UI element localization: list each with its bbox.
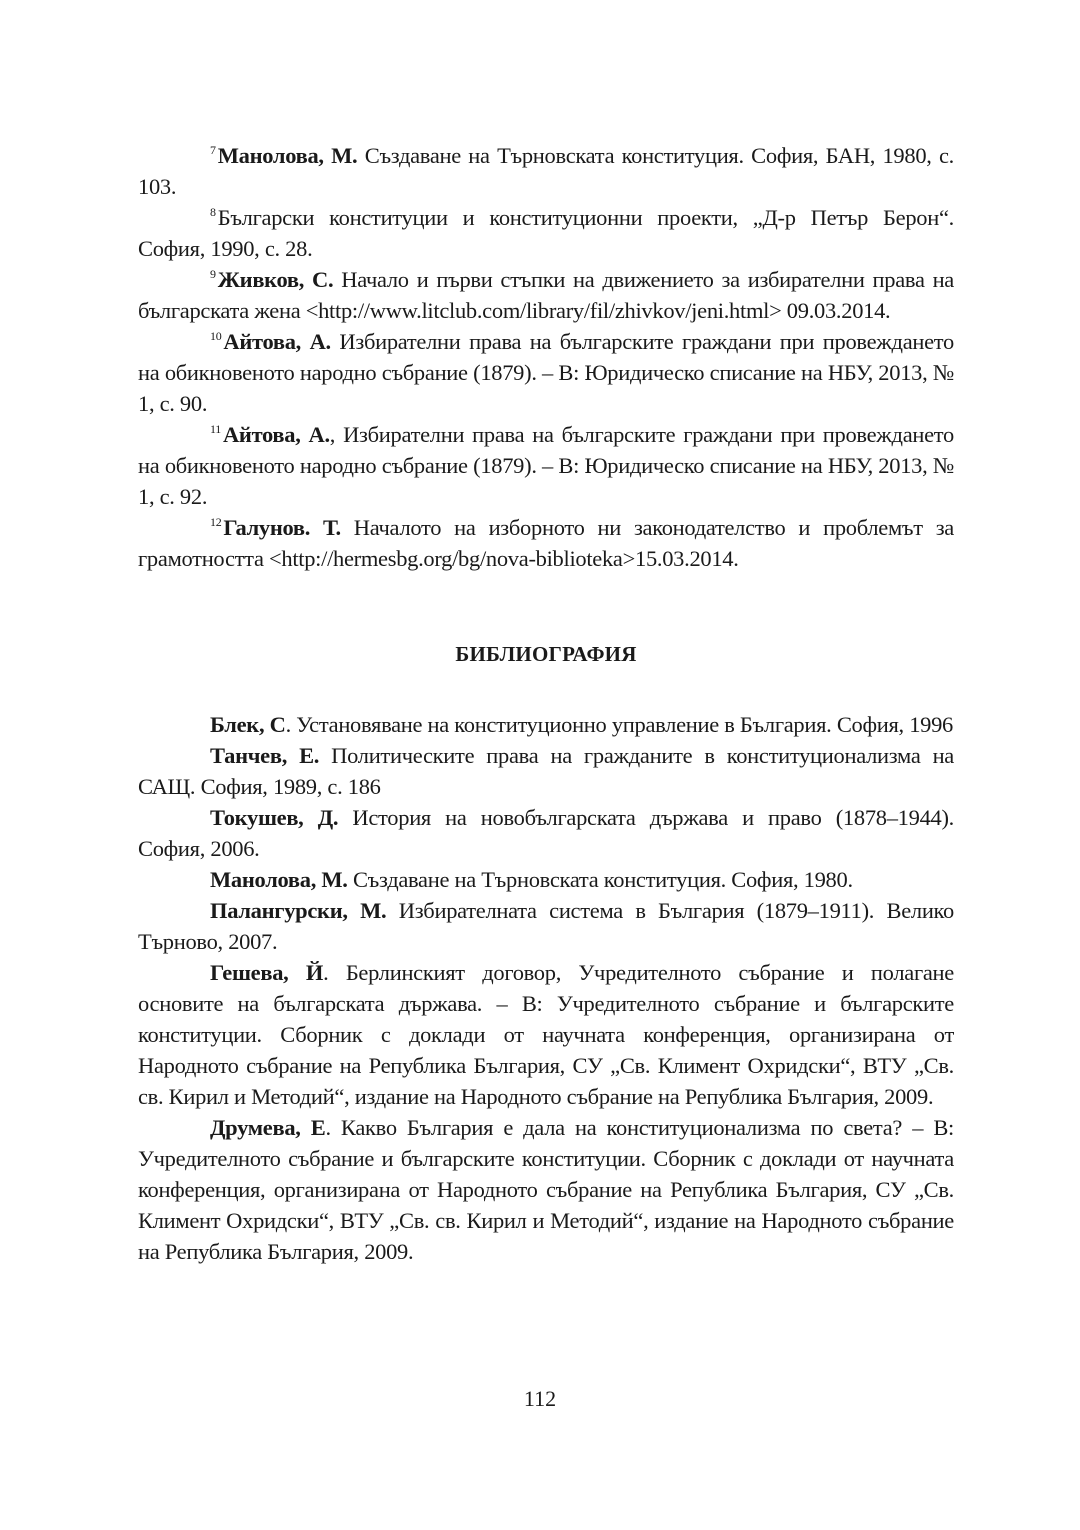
footnote-8: [138, 202, 954, 264]
bibliography-entry: [138, 957, 954, 1112]
bibliography-author: Палангурски, М.: [210, 898, 387, 923]
footnote-author: Айтова, А.: [222, 422, 330, 447]
bibliography-author: Манолова, М.: [210, 867, 348, 892]
bibliography-author: Танчев, Е.: [210, 743, 320, 768]
bibliography-entry: [138, 864, 954, 895]
footnote-text: Създаване на Търновската конституция. София, БАН, 1980, с. 103.: [138, 143, 954, 199]
bibliography-text: История на новобългарската държава и право (1878–1944). София, 2006.: [138, 805, 954, 861]
bibliography-author: Гешева, Й: [210, 960, 324, 985]
footnote-number: 10: [210, 329, 222, 343]
footnote-7: [138, 140, 954, 202]
bibliography-entry: [138, 709, 954, 740]
page-number: 112: [523, 1386, 557, 1411]
footnote-number: 12: [210, 515, 222, 529]
footnote-9: [138, 264, 954, 326]
bibliography-text: . Берлинският договор, Учредителното събрание и полагане основите на българската държава. – В: Учредителното събрание и българските конституции. Сборник с доклади от научната конференция, организирана от Народното събрание на Република България, СУ „Св. Климент Охридски“, ВТУ „Св. св. Кирил и Методий“, издание на Народното събрание на Република България, 2009.: [138, 960, 954, 1109]
footnote-11: [138, 419, 954, 512]
bibliography-entry: [138, 740, 954, 802]
bibliography-text: Избирателната система в България (1879–1911). Велико Търново, 2007.: [138, 898, 955, 954]
bibliography-heading: БИБЛИОГРАФИЯ: [455, 642, 637, 666]
bibliography-entry: [138, 802, 954, 864]
bibliography-text: Създаване на Търновската конституция. София, 1980.: [347, 867, 853, 892]
footnote-author: Манолова, М.: [217, 143, 358, 168]
footnote-10: [138, 326, 954, 419]
footnote-text: Началото на изборното ни законодателство и проблемът за грамотността <http://hermesbg.org/bg/nova-biblioteka>15.03.2014.: [138, 515, 954, 571]
footnote-text: , Избирателни права на българските граждани при провеждането на обикновеното народно събрание (1879). – В: Юридическо списание на НБУ, 2013, № 1, с. 92.: [138, 422, 954, 509]
bibliography-author: Токушев, Д.: [210, 805, 339, 830]
footnote-author: Живков, С.: [217, 267, 334, 292]
bibliography-entry: [138, 895, 954, 957]
footnote-text: Начало и първи стъпки на движението за избирателни права на българската жена <http://www.litclub.com/library/fil/zhivkov/jeni.html> 09.03.2014.: [138, 267, 954, 323]
bibliography-entry: [138, 1112, 954, 1267]
page-body: [138, 140, 954, 1267]
footnote-text: Български конституции и конституционни проекти, „Д-р Петър Берон“. София, 1990, с. 28.: [138, 205, 954, 261]
footnote-12: [138, 512, 954, 574]
bibliography-text: Политическите права на гражданите в конституционализма на САЩ. София, 1989, с. 186: [138, 743, 954, 799]
footnote-number: 9: [210, 267, 216, 281]
bibliography-text: . Установяване на конституционно управление в България. София, 1996: [285, 712, 953, 737]
footnote-number: 8: [210, 205, 216, 219]
footnote-author: Айтова, А.: [223, 329, 331, 354]
footnote-author: Галунов. Т.: [223, 515, 341, 540]
footnote-number: 11: [210, 422, 221, 436]
footnote-text: Избирателни права на българските граждани при провеждането на обикновеното народно събрание (1879). – В: Юридическо списание на НБУ, 2013, № 1, с. 90.: [138, 329, 954, 416]
bibliography-author: Блек, С: [210, 712, 286, 737]
bibliography-author: Друмева, Е: [210, 1115, 326, 1140]
footnote-number: 7: [210, 143, 216, 157]
bibliography-text: . Какво България е дала на конституционализма по света? – В: Учредителното събрание и българските конституции. Сборник с доклади от научната конференция, организирана от Народното събрание на Република България, СУ „Св. Климент Охридски“, ВТУ „Св. св. Кирил и Методий“, издание на Народното събрание на Република България, 2009.: [138, 1115, 954, 1264]
